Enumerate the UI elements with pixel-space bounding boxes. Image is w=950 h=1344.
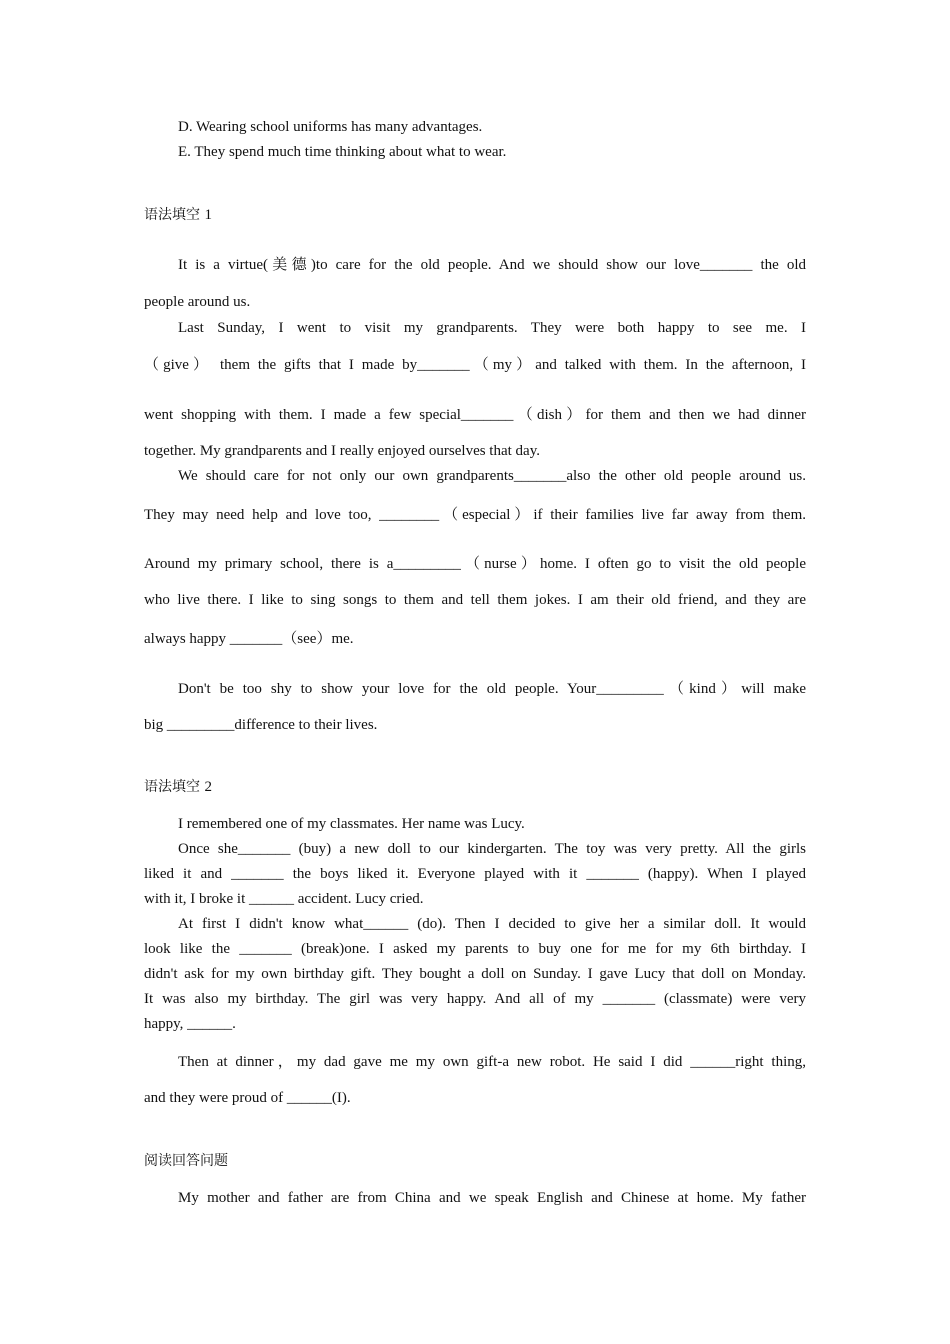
paragraph-line: My mother and father are from China and we speak English and Chinese at home. My father [178, 1190, 806, 1206]
section-heading-grammar-1 [144, 206, 212, 224]
paragraph-line: always happy _______（see）me. [144, 631, 354, 647]
option-d: D. Wearing school uniforms has many advantages. [178, 119, 483, 135]
heading-text: 语法填空 [144, 207, 200, 223]
paragraph-line: I remembered one of my classmates. Her name was Lucy. [178, 816, 525, 832]
paragraph-line: They may need help and love too, ________（especial）if their families live far away from them. [144, 507, 806, 523]
paragraph-line: Around my primary school, there is a_________（nurse）home. I often go to visit the old people [144, 556, 806, 572]
paragraph-line: look like the _______ (break)one. I asked my parents to buy one for me for my 6th birthday. I [144, 941, 806, 957]
paragraph-line: Then at dinner，my dad gave me my own gift-a new robot. He said I did ______right thing, [178, 1054, 806, 1070]
paragraph-line: with it, I broke it ______ accident. Lucy cried. [144, 891, 424, 907]
paragraph-line: liked it and _______ the boys liked it. Everyone played with it _______ (happy). When I played [144, 866, 806, 882]
paragraph-line: who live there. I like to sing songs to them and tell them jokes. I am their old friend, and they are [144, 592, 806, 608]
paragraph-line: It is a virtue(美德)to care for the old people. And we should show our love_______ the old [178, 257, 806, 273]
option-e: E. They spend much time thinking about what to wear. [178, 144, 507, 160]
paragraph-line: together. My grandparents and I really enjoyed ourselves that day. [144, 443, 540, 459]
heading-text: 语法填空 [144, 779, 200, 795]
paragraph-line: went shopping with them. I made a few special_______（dish）for them and then we had dinner [144, 407, 806, 423]
paragraph-line: Last Sunday, I went to visit my grandparents. They were both happy to see me. I [178, 320, 806, 336]
paragraph-line: It was also my birthday. The girl was very happy. And all of my _______ (classmate) were very [144, 991, 806, 1007]
paragraph-line: At first I didn't know what______ (do). Then I decided to give her a similar doll. It would [178, 916, 806, 932]
paragraph-line: didn't ask for my own birthday gift. They bought a doll on Sunday. I gave Lucy that doll on Monday. [144, 966, 806, 982]
paragraph-line: Don't be too shy to show your love for the old people. Your_________（kind）will make [178, 681, 806, 697]
section-heading-reading: 阅读回答问题 [144, 1153, 228, 1169]
paragraph-line: happy, ______. [144, 1016, 236, 1032]
heading-number: 1 [204, 207, 212, 223]
heading-number: 2 [204, 779, 212, 795]
paragraph-line: people around us. [144, 294, 251, 310]
paragraph-line: We should care for not only our own grandparents_______also the other old people around us. [178, 468, 806, 484]
section-heading-grammar-2 [144, 778, 212, 796]
paragraph-line: （give） them the gifts that I made by_______（my）and talked with them. In the afternoon, I [144, 357, 806, 373]
paragraph-line: Once she_______ (buy) a new doll to our kindergarten. The toy was very pretty. All the girls [178, 841, 806, 857]
paragraph-line: big _________difference to their lives. [144, 717, 378, 733]
paragraph-line: and they were proud of ______(I). [144, 1090, 351, 1106]
